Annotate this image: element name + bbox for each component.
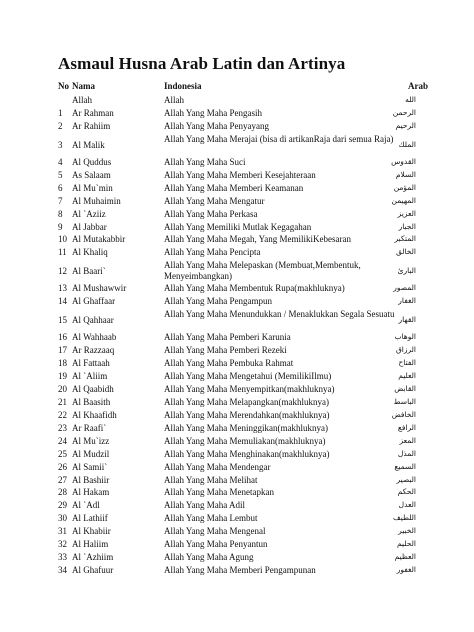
row-number: 34 xyxy=(58,565,67,576)
table-row xyxy=(58,196,416,209)
row-number: 26 xyxy=(58,461,67,472)
row-name-arabic: القابض xyxy=(394,383,416,393)
row-name-arabic: الحكم xyxy=(397,487,416,497)
row-number: 12 xyxy=(58,266,67,277)
row-name-arabic: الحليم xyxy=(397,539,416,549)
row-name-arabic: العليم xyxy=(398,371,416,380)
row-number: 23 xyxy=(58,422,67,433)
table-row xyxy=(58,157,416,170)
row-meaning: Allah Yang Maha Melepaskan (Membuat,Membentuk, Menyeimbangkan) xyxy=(164,260,361,281)
table-row xyxy=(58,134,416,157)
table-row xyxy=(58,283,416,296)
row-name-arabic: العظيم xyxy=(394,552,416,562)
row-name-arabic: المذل xyxy=(397,448,416,458)
row-meaning: Allah Yang Maha Perkasa xyxy=(164,208,258,219)
row-number: 30 xyxy=(58,513,67,524)
row-number: 7 xyxy=(58,195,63,206)
row-number: 24 xyxy=(58,435,67,446)
row-name-latin: Al Mudzil xyxy=(72,448,110,459)
table-row xyxy=(58,475,416,488)
row-name-arabic: الخافض xyxy=(391,409,416,419)
row-number: 15 xyxy=(58,315,67,326)
table-row xyxy=(58,332,416,345)
row-name-latin: Al Qaabidh xyxy=(72,383,114,394)
table-header xyxy=(58,81,428,93)
row-number: 33 xyxy=(58,552,67,563)
row-meaning: Allah Yang Maha Menetapkan xyxy=(164,487,274,498)
row-name-arabic: العزيز xyxy=(397,208,416,218)
row-number: 20 xyxy=(58,383,67,394)
row-name-latin: Al Ghafuur xyxy=(72,565,114,576)
table-row xyxy=(58,436,416,449)
row-name-arabic: الملك xyxy=(398,139,416,149)
row-name-latin: Al Hakam xyxy=(72,487,110,498)
row-name-latin: Al Mu`min xyxy=(72,182,113,193)
row-name-latin: Al Malik xyxy=(72,139,105,150)
table-row xyxy=(58,500,416,513)
row-name-arabic: الغفار xyxy=(398,296,416,306)
header-nama: Nama xyxy=(72,81,95,91)
row-name-arabic: المصور xyxy=(393,283,416,293)
table-row xyxy=(58,108,416,121)
table-row xyxy=(58,371,416,384)
table-row xyxy=(58,260,416,283)
table-row xyxy=(58,462,416,475)
table-row xyxy=(58,513,416,526)
row-meaning: Allah Yang Maha Menundukkan / Menaklukkan Segala Sesuatu xyxy=(164,309,395,320)
row-name-arabic: اللطيف xyxy=(392,513,416,523)
row-meaning: Allah Yang Maha Merendahkan(makhluknya) xyxy=(164,409,330,420)
row-meaning: Allah Yang Maha Mengetahui (MemilikiIlmu) xyxy=(164,371,332,381)
row-number: 11 xyxy=(58,247,67,258)
row-meaning: Allah Yang Maha Pengasih xyxy=(164,107,262,118)
row-name-latin: Al Mu`izz xyxy=(72,435,110,446)
row-meaning: Allah Yang Maha Memberi Pengampunan xyxy=(164,565,316,576)
row-name-arabic: الخبير xyxy=(398,526,416,536)
table-row xyxy=(58,234,416,247)
row-name-latin: Al Bashiir xyxy=(72,474,110,485)
row-name-latin: As Salaam xyxy=(72,169,111,180)
row-name-latin: Al Quddus xyxy=(72,156,112,167)
row-number: 22 xyxy=(58,409,67,420)
row-number: 25 xyxy=(58,448,67,459)
row-name-latin: Al `Aziiz xyxy=(72,208,106,219)
row-number: 29 xyxy=(58,500,67,511)
table-row xyxy=(58,358,416,371)
row-meaning: Allah Yang Maha Pemberi Rezeki xyxy=(164,345,287,356)
row-name-arabic: المتكبر xyxy=(394,234,416,244)
row-name-arabic: الرافع xyxy=(397,422,416,432)
table-row xyxy=(58,345,416,358)
row-name-latin: Ar Rahman xyxy=(72,107,114,118)
header-no: No xyxy=(58,81,69,91)
row-meaning: Allah Yang Maha Memberi Kesejahteraan xyxy=(164,169,316,180)
table-row xyxy=(58,423,416,436)
row-meaning: Allah Yang Maha Lembut xyxy=(164,513,258,524)
row-name-arabic: الرحمن xyxy=(392,107,416,117)
row-name-arabic: الوهاب xyxy=(394,332,416,342)
row-name-arabic: الغفور xyxy=(396,565,416,575)
row-number: 17 xyxy=(58,345,67,356)
row-meaning: Allah Yang Maha Menghinakan(makhluknya) xyxy=(164,448,330,459)
row-number: 19 xyxy=(58,371,67,381)
row-number: 32 xyxy=(58,539,67,550)
row-name-arabic: الجبار xyxy=(398,221,416,231)
row-number: 4 xyxy=(58,156,63,167)
row-meaning: Allah Yang Maha Agung xyxy=(164,552,254,563)
table-row xyxy=(58,222,416,235)
row-name-arabic: القهار xyxy=(398,315,416,325)
row-meaning: Allah Yang Maha Adil xyxy=(164,500,245,511)
table-row xyxy=(58,552,416,565)
row-name-arabic: الرحيم xyxy=(395,120,416,130)
table-row xyxy=(58,526,416,539)
row-name-arabic: المهيمن xyxy=(391,195,416,205)
row-meaning: Allah Yang Maha Penyantun xyxy=(164,539,268,550)
row-number: 8 xyxy=(58,208,63,219)
row-meaning: Allah Yang Maha Pembuka Rahmat xyxy=(164,358,294,369)
page-title: Asmaul Husna Arab Latin dan Artinya xyxy=(58,54,346,73)
row-name-latin: Al Baari` xyxy=(72,266,106,277)
row-meaning: Allah Yang Maha Melihat xyxy=(164,474,258,485)
row-name-arabic: السلام xyxy=(395,169,416,179)
row-name-latin: Allah xyxy=(72,95,92,105)
row-meaning: Allah Yang Maha Pengampun xyxy=(164,296,272,307)
row-number: 13 xyxy=(58,283,67,294)
row-name-latin: Al Khabiir xyxy=(72,526,111,537)
row-name-arabic: الخالق xyxy=(395,247,416,257)
row-number: 2 xyxy=(58,120,63,131)
row-name-latin: Al Jabbar xyxy=(72,221,107,232)
row-number: 27 xyxy=(58,474,67,485)
table-row xyxy=(58,170,416,183)
row-number: 5 xyxy=(58,169,63,180)
row-name-latin: Al Wahhaab xyxy=(72,332,117,343)
row-number: 10 xyxy=(58,234,67,245)
row-name-latin: Ar Razzaaq xyxy=(72,345,115,356)
table-row xyxy=(58,449,416,462)
row-name-arabic: البارئ xyxy=(397,266,416,276)
table-row xyxy=(58,539,416,552)
table-row xyxy=(58,121,416,134)
row-meaning: Allah Yang Maha Mengatur xyxy=(164,195,265,206)
row-number: 6 xyxy=(58,182,63,193)
row-name-arabic: المؤمن xyxy=(393,182,416,192)
row-number: 1 xyxy=(58,107,63,118)
table-row xyxy=(58,384,416,397)
row-meaning: Allah Yang Maha Pencipta xyxy=(164,247,261,258)
row-meaning: Allah Yang Maha Mendengar xyxy=(164,461,271,472)
row-name-latin: Ar Rahiim xyxy=(72,120,111,131)
row-name-latin: Al Lathiif xyxy=(72,513,108,524)
row-name-latin: Al `Aliim xyxy=(72,371,108,381)
row-number: 14 xyxy=(58,296,67,307)
table-row xyxy=(58,565,416,578)
table-row xyxy=(58,209,416,222)
table-row xyxy=(58,95,416,108)
row-number: 3 xyxy=(58,139,63,150)
row-meaning: Allah Yang Memiliki Mutlak Kegagahan xyxy=(164,221,312,232)
row-meaning: Allah Yang Maha Pemberi Karunia xyxy=(164,332,291,343)
row-name-latin: Al Samii` xyxy=(72,461,108,472)
table-row xyxy=(58,410,416,423)
header-indonesia: Indonesia xyxy=(164,81,202,91)
row-meaning: Allah Yang Maha Megah, Yang MemilikiKebesaran xyxy=(164,234,351,245)
row-name-latin: Ar Raafi` xyxy=(72,422,107,433)
row-name-arabic: المعز xyxy=(399,435,416,445)
row-number: 16 xyxy=(58,332,67,343)
row-name-arabic: الباسط xyxy=(393,396,416,406)
row-name-arabic: الله xyxy=(405,95,416,104)
row-name-latin: Al Fattaah xyxy=(72,358,110,369)
row-meaning: Allah Yang Maha Suci xyxy=(164,156,246,167)
row-meaning: Allah Yang Maha Meninggikan(makhluknya) xyxy=(164,422,328,433)
row-name-latin: Al Khaafidh xyxy=(72,409,117,420)
row-name-latin: Al Mutakabbir xyxy=(72,234,126,245)
row-number: 9 xyxy=(58,221,63,232)
row-meaning: Allah xyxy=(164,95,184,105)
row-meaning: Allah Yang Maha Melapangkan(makhluknya) xyxy=(164,396,329,407)
row-name-latin: Al `Azhiim xyxy=(72,552,114,563)
row-number: 31 xyxy=(58,526,67,537)
row-meaning: Allah Yang Maha Memberi Keamanan xyxy=(164,182,304,193)
row-name-latin: Al Muhaimin xyxy=(72,195,121,206)
row-name-latin: Al Mushawwir xyxy=(72,283,127,294)
row-number: 28 xyxy=(58,487,67,498)
row-name-latin: Al `Adl xyxy=(72,500,100,511)
row-name-arabic: العدل xyxy=(398,500,416,510)
table-row xyxy=(58,183,416,196)
row-name-arabic: القدوس xyxy=(391,156,416,166)
row-name-latin: Al Khaliq xyxy=(72,247,108,258)
row-meaning: Allah Yang Maha Menyempitkan(makhluknya) xyxy=(164,383,335,394)
row-name-latin: Al Qahhaar xyxy=(72,315,114,326)
table-row xyxy=(58,487,416,500)
table-row xyxy=(58,397,416,410)
header-arab: Arab xyxy=(408,81,428,91)
row-name-latin: Al Ghaffaar xyxy=(72,296,116,307)
asmaul-husna-table xyxy=(58,95,416,578)
table-row xyxy=(58,309,416,332)
row-meaning: Allah Yang Maha Memuliakan(makhluknya) xyxy=(164,435,326,446)
row-name-arabic: البصير xyxy=(396,474,416,484)
row-number: 18 xyxy=(58,358,67,369)
row-name-arabic: الفتاح xyxy=(398,358,416,368)
row-name-arabic: الرزاق xyxy=(395,345,416,355)
row-name-arabic: السميع xyxy=(394,461,416,471)
row-name-latin: Al Haliim xyxy=(72,539,109,550)
row-name-latin: Al Baasith xyxy=(72,396,111,407)
table-row xyxy=(58,247,416,260)
row-meaning: Allah Yang Maha Penyayang xyxy=(164,120,269,131)
row-meaning: Allah Yang Maha Mengenal xyxy=(164,526,266,537)
row-meaning: Allah Yang Maha Merajai (bisa di artikanRaja dari semua Raja) xyxy=(164,133,394,144)
row-meaning: Allah Yang Maha Membentuk Rupa(makhluknya) xyxy=(164,283,345,294)
row-number: 21 xyxy=(58,396,67,407)
table-row xyxy=(58,296,416,309)
